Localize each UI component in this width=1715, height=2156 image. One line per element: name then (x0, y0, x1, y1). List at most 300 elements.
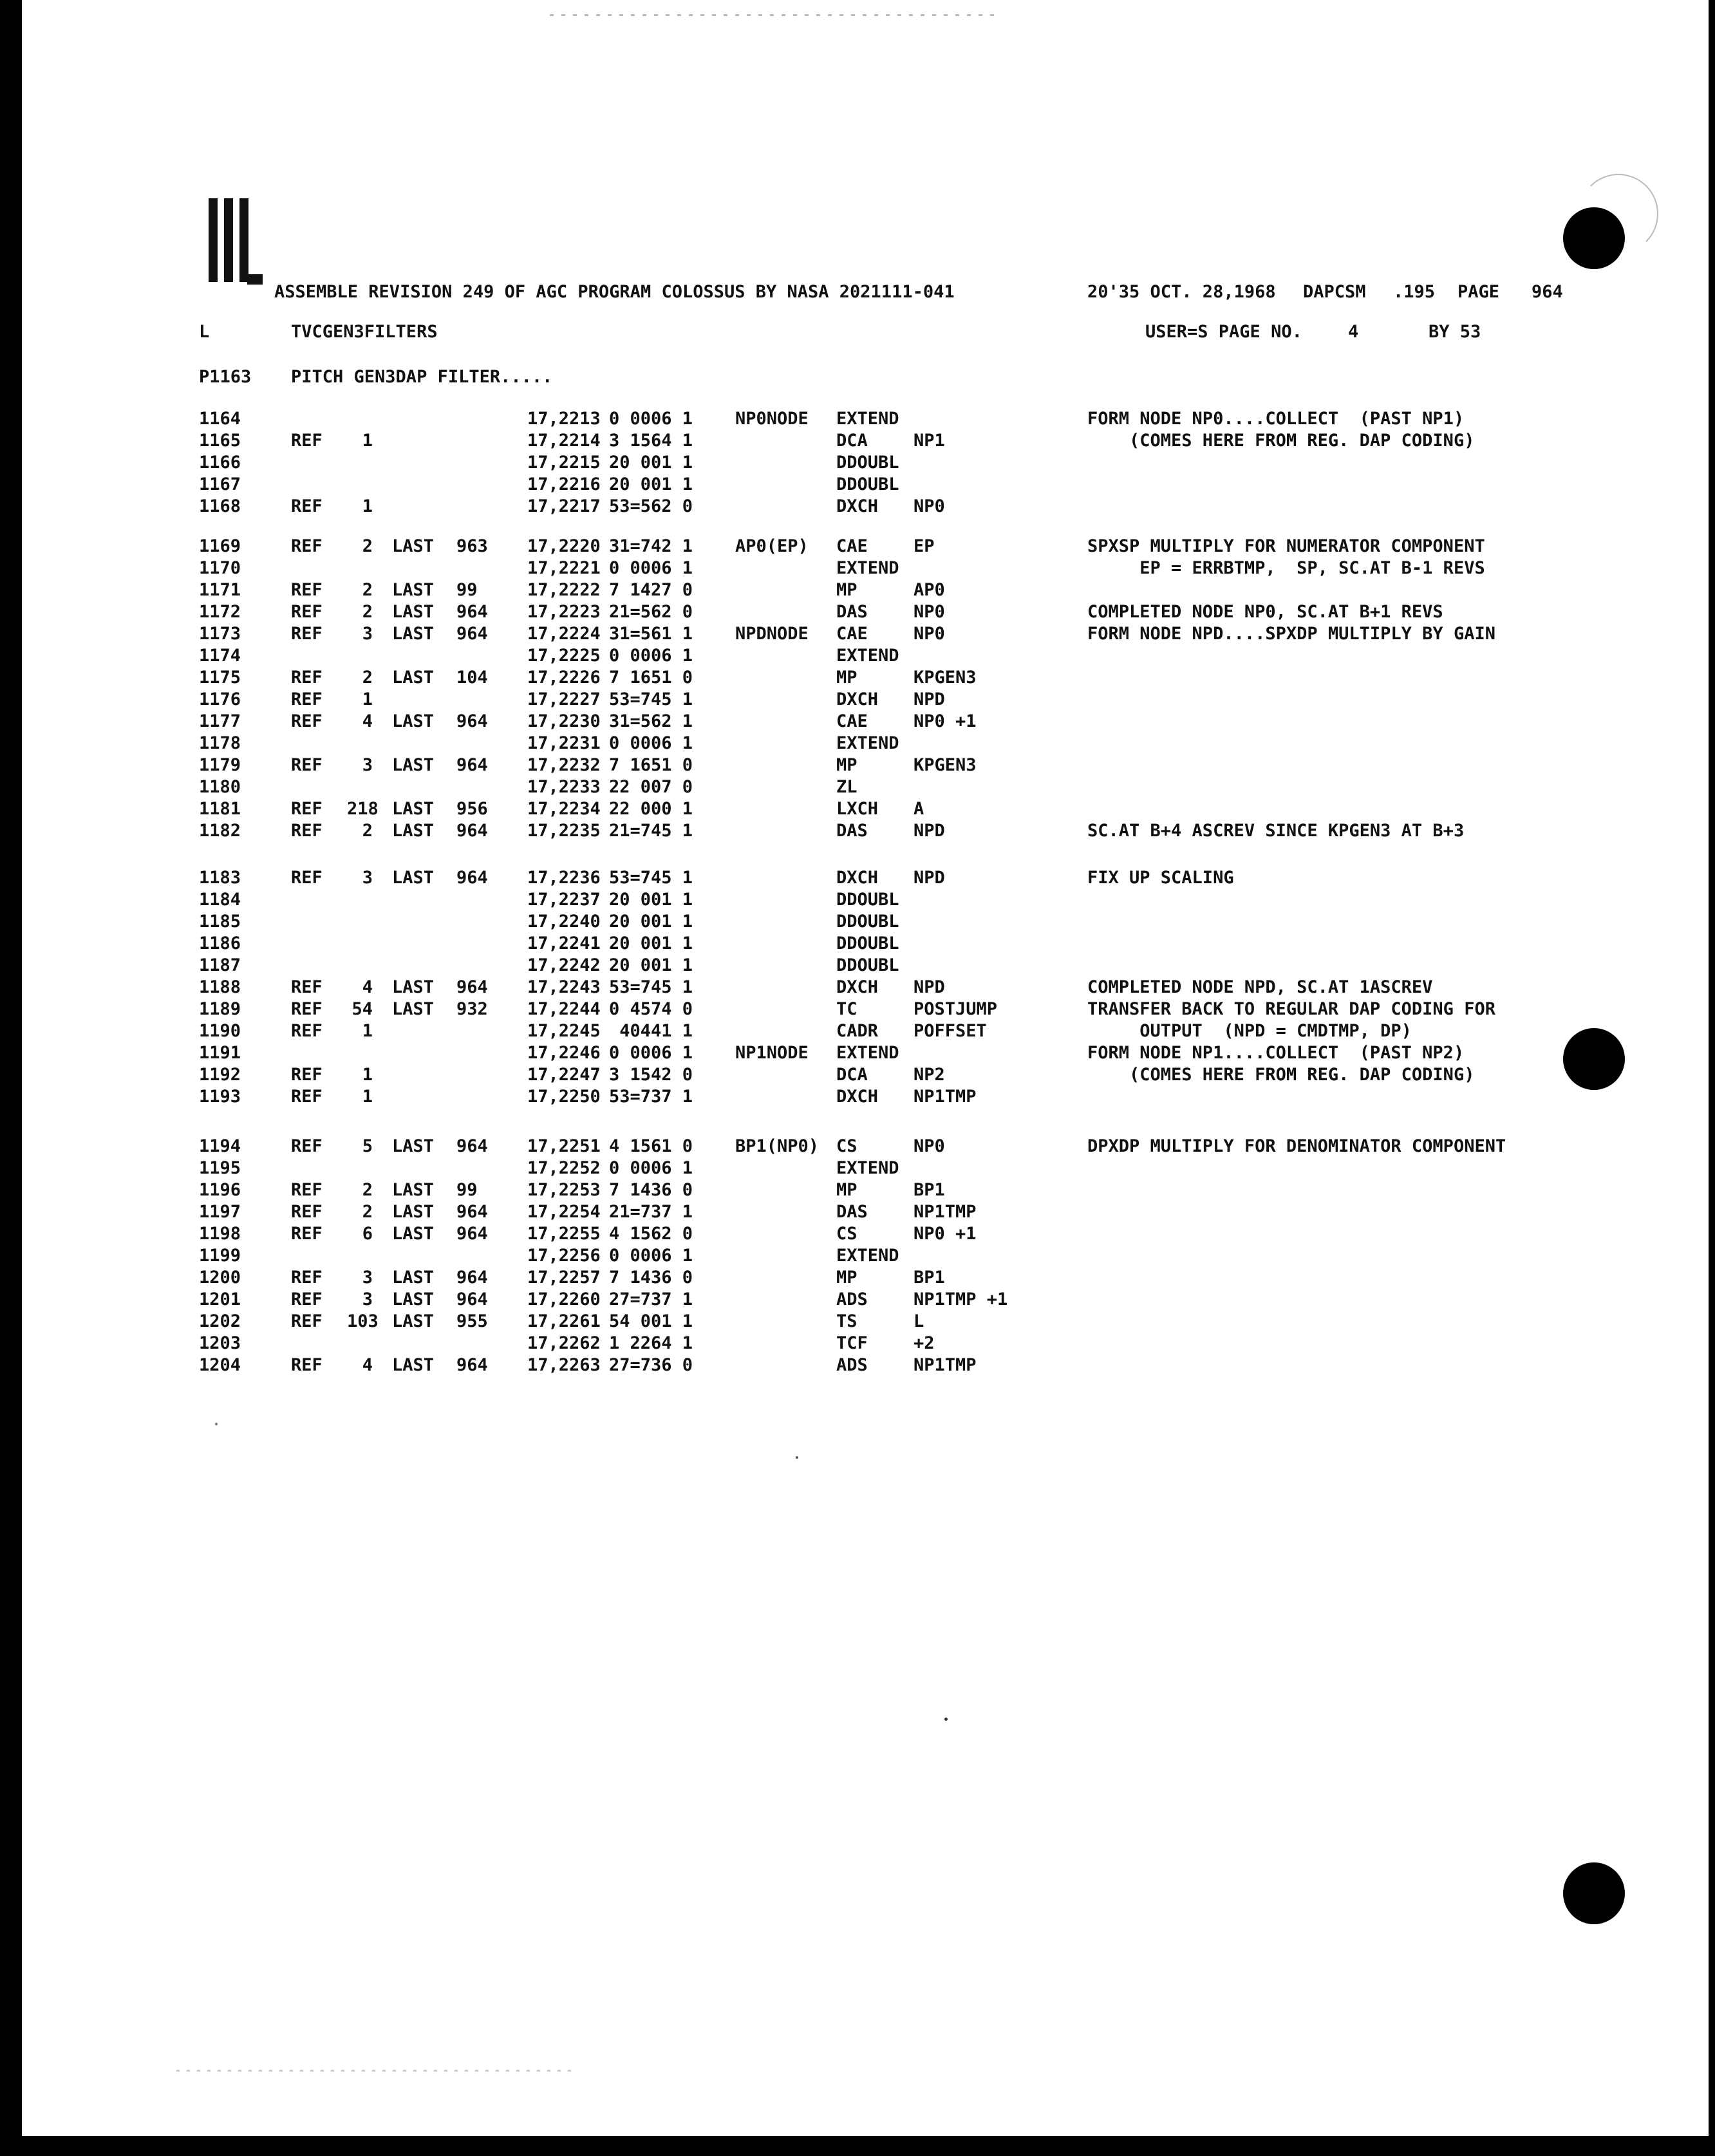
octal-word: 20 001 1 (609, 933, 693, 953)
octal-word: 0 0006 1 (609, 409, 693, 429)
opcode: TCF (836, 1333, 868, 1353)
last-label: LAST (392, 868, 435, 888)
heading-text: PITCH GEN3DAP FILTER..... (291, 367, 553, 387)
ref-count: 103 (347, 1311, 379, 1331)
line-number: 1185 (199, 912, 241, 932)
address: 17,2251 (527, 1136, 601, 1156)
symbol-label: NP1NODE (735, 1043, 809, 1063)
octal-word: 4 1562 0 (609, 1224, 693, 1244)
listing-row (22, 1138, 1709, 1159)
opcode: DAS (836, 1202, 868, 1222)
rep-flag: REF (291, 1289, 323, 1309)
last-page: 104 (456, 668, 488, 688)
rep-flag: REF (291, 1355, 323, 1375)
opcode: CAE (836, 536, 868, 556)
octal-word: 7 1427 0 (609, 580, 693, 600)
octal-word: 54 001 1 (609, 1311, 693, 1331)
address: 17,2242 (527, 955, 601, 975)
last-page: 964 (456, 868, 488, 888)
ref-count: 54 (351, 999, 373, 1019)
listing-row (22, 778, 1709, 800)
comment: SC.AT B+4 ASCREV SINCE KPGEN3 AT B+3 (1087, 821, 1465, 841)
assembly-code: .195 (1393, 282, 1436, 302)
ref-count: 1 (362, 431, 373, 451)
assembly-title: ASSEMBLE REVISION 249 OF AGC PROGRAM COLOSSUS BY NASA 2021111-041 (274, 282, 955, 302)
listing-row (22, 476, 1709, 498)
opcode: CAE (836, 711, 868, 731)
opcode: DXCH (836, 868, 879, 888)
octal-word: 53=745 1 (609, 977, 693, 997)
listing-row (22, 1088, 1709, 1110)
line-number: 1190 (199, 1021, 241, 1041)
ref-count: 1 (362, 496, 373, 516)
listing-row (22, 1356, 1709, 1378)
address: 17,2252 (527, 1158, 601, 1178)
rep-flag: REF (291, 1224, 323, 1244)
line-number: 1180 (199, 777, 241, 797)
opcode: DAS (836, 821, 868, 841)
octal-word: 0 0006 1 (609, 1043, 693, 1063)
address: 17,2222 (527, 580, 601, 600)
last-page: 964 (456, 1202, 488, 1222)
octal-word: 31=562 1 (609, 711, 693, 731)
line-number: 1177 (199, 711, 241, 731)
comment: COMPLETED NODE NPD, SC.AT 1ASCREV (1087, 977, 1433, 997)
ref-count: 2 (362, 536, 373, 556)
operand: EP (914, 536, 935, 556)
operand: NPD (914, 868, 945, 888)
octal-word: 21=737 1 (609, 1202, 693, 1222)
address: 17,2246 (527, 1043, 601, 1063)
last-page: 955 (456, 1311, 488, 1331)
octal-word: 40441 1 (609, 1021, 693, 1041)
opcode: EXTEND (836, 733, 899, 753)
listing-row (22, 581, 1709, 603)
address: 17,2220 (527, 536, 601, 556)
last-page: 964 (456, 1289, 488, 1309)
address: 17,2213 (527, 409, 601, 429)
operand: NP1TMP (914, 1202, 977, 1222)
address: 17,2241 (527, 933, 601, 953)
listing-row (22, 822, 1709, 844)
listing-row (22, 559, 1709, 581)
last-page: 964 (456, 1355, 488, 1375)
operand: POSTJUMP (914, 999, 998, 1019)
address: 17,2256 (527, 1246, 601, 1266)
address: 17,2225 (527, 646, 601, 666)
rep-flag: REF (291, 1311, 323, 1331)
operand: NP0 (914, 496, 945, 516)
last-page: 99 (456, 580, 478, 600)
listing-row (22, 454, 1709, 476)
address: 17,2240 (527, 912, 601, 932)
listing-row (22, 1313, 1709, 1335)
line-number: 1167 (199, 474, 241, 494)
opcode: DAS (836, 602, 868, 622)
operand: NPD (914, 689, 945, 709)
octal-word: 21=562 0 (609, 602, 693, 622)
octal-word: 27=736 0 (609, 1355, 693, 1375)
operand: AP0 (914, 580, 945, 600)
last-page: 964 (456, 821, 488, 841)
opcode: TS (836, 1311, 858, 1331)
opcode: ADS (836, 1355, 868, 1375)
listing-row (22, 538, 1709, 559)
address: 17,2215 (527, 453, 601, 473)
listing-row (22, 756, 1709, 778)
address: 17,2263 (527, 1355, 601, 1375)
last-page: 932 (456, 999, 488, 1019)
line-number: 1173 (199, 624, 241, 644)
listing-row (22, 800, 1709, 822)
opcode: CAE (836, 624, 868, 644)
line-number: 1202 (199, 1311, 241, 1331)
octal-word: 0 4574 0 (609, 999, 693, 1019)
rep-flag: REF (291, 496, 323, 516)
listing-row (22, 1225, 1709, 1247)
line-number: 1168 (199, 496, 241, 516)
symbol-label: NP0NODE (735, 409, 809, 429)
rep-flag: REF (291, 536, 323, 556)
octal-word: 53=562 0 (609, 496, 693, 516)
octal-word: 20 001 1 (609, 474, 693, 494)
octal-word: 0 0006 1 (609, 558, 693, 578)
address: 17,2214 (527, 431, 601, 451)
comment: TRANSFER BACK TO REGULAR DAP CODING FOR (1087, 999, 1495, 1019)
listing-row (22, 647, 1709, 669)
rep-flag: REF (291, 1021, 323, 1041)
last-page: 964 (456, 1268, 488, 1288)
address: 17,2231 (527, 733, 601, 753)
octal-word: 22 000 1 (609, 799, 693, 819)
opcode: TC (836, 999, 858, 1019)
last-page: 956 (456, 799, 488, 819)
listing-row (22, 735, 1709, 756)
listing-row (22, 691, 1709, 713)
octal-word: 3 1564 1 (609, 431, 693, 451)
ref-count: 5 (362, 1136, 373, 1156)
address: 17,2261 (527, 1311, 601, 1331)
comment: FORM NODE NP1....COLLECT (PAST NP2) (1087, 1043, 1465, 1063)
comment: (COMES HERE FROM REG. DAP CODING) (1087, 1065, 1475, 1085)
address: 17,2224 (527, 624, 601, 644)
listing-row (22, 1291, 1709, 1313)
operand: BP1 (914, 1180, 945, 1200)
opcode: DXCH (836, 1087, 879, 1107)
address: 17,2262 (527, 1333, 601, 1353)
comment: FIX UP SCALING (1087, 868, 1234, 888)
opcode: DDOUBL (836, 453, 899, 473)
address: 17,2223 (527, 602, 601, 622)
line-number: 1201 (199, 1289, 241, 1309)
ref-count: 1 (362, 689, 373, 709)
rep-flag: REF (291, 1136, 323, 1156)
octal-word: 7 1436 0 (609, 1268, 693, 1288)
address: 17,2233 (527, 777, 601, 797)
operand: NP0 +1 (914, 1224, 977, 1244)
rep-flag: REF (291, 799, 323, 819)
symbol-label: NPDNODE (735, 624, 809, 644)
last-label: LAST (392, 1202, 435, 1222)
operand: KPGEN3 (914, 755, 977, 775)
line-number: 1170 (199, 558, 241, 578)
opcode: DXCH (836, 496, 879, 516)
comment: SPXSP MULTIPLY FOR NUMERATOR COMPONENT (1087, 536, 1485, 556)
opcode: LXCH (836, 799, 879, 819)
last-label: LAST (392, 1311, 435, 1331)
rep-flag: REF (291, 668, 323, 688)
line-number: 1179 (199, 755, 241, 775)
line-number: 1166 (199, 453, 241, 473)
ref-count: 3 (362, 1268, 373, 1288)
comment: FORM NODE NP0....COLLECT (PAST NP1) (1087, 409, 1465, 429)
opcode: DXCH (836, 689, 879, 709)
last-label: LAST (392, 1224, 435, 1244)
ref-count: 3 (362, 868, 373, 888)
ref-count: 4 (362, 1355, 373, 1375)
comment: (COMES HERE FROM REG. DAP CODING) (1087, 431, 1475, 451)
assembly-program: DAPCSM (1303, 282, 1366, 302)
last-label: LAST (392, 602, 435, 622)
ref-count: 4 (362, 977, 373, 997)
address: 17,2253 (527, 1180, 601, 1200)
listing-row (22, 1066, 1709, 1088)
octal-word: 27=737 1 (609, 1289, 693, 1309)
octal-word: 0 0006 1 (609, 646, 693, 666)
listing-row (22, 410, 1709, 432)
operand: NPD (914, 977, 945, 997)
operand: NP0 (914, 1136, 945, 1156)
users-page-label: USER=S PAGE NO. (1145, 322, 1302, 342)
ref-count: 2 (362, 821, 373, 841)
operand: NP1 (914, 431, 945, 451)
address: 17,2226 (527, 668, 601, 688)
line-number: 1188 (199, 977, 241, 997)
octal-word: 4 1561 0 (609, 1136, 693, 1156)
line-number: 1176 (199, 689, 241, 709)
ref-count: 3 (362, 1289, 373, 1309)
rep-flag: REF (291, 977, 323, 997)
operand: NP1TMP (914, 1355, 977, 1375)
line-number: 1197 (199, 1202, 241, 1222)
last-page: 964 (456, 977, 488, 997)
ref-count: 1 (362, 1021, 373, 1041)
opcode: DCA (836, 1065, 868, 1085)
line-number: 1182 (199, 821, 241, 841)
opcode: MP (836, 1268, 858, 1288)
rep-flag: REF (291, 821, 323, 841)
rep-flag: REF (291, 1268, 323, 1288)
octal-word: 20 001 1 (609, 955, 693, 975)
rep-flag: REF (291, 1180, 323, 1200)
listing-row (22, 1000, 1709, 1022)
octal-word: 0 0006 1 (609, 1246, 693, 1266)
last-label: LAST (392, 1136, 435, 1156)
listing-row (22, 603, 1709, 625)
octal-word: 22 007 0 (609, 777, 693, 797)
opcode: DDOUBL (836, 933, 899, 953)
ref-count: 218 (347, 799, 379, 819)
line-number: 1192 (199, 1065, 241, 1085)
address: 17,2237 (527, 890, 601, 910)
octal-word: 7 1651 0 (609, 668, 693, 688)
octal-word: 20 001 1 (609, 453, 693, 473)
comment: DPXDP MULTIPLY FOR DENOMINATOR COMPONENT (1087, 1136, 1506, 1156)
rep-flag: REF (291, 431, 323, 451)
line-number: 1194 (199, 1136, 241, 1156)
listing-row (22, 1159, 1709, 1181)
opcode: DDOUBL (836, 912, 899, 932)
opcode: EXTEND (836, 409, 899, 429)
assembly-datetime: 20'35 OCT. 28,1968 (1087, 282, 1276, 302)
rep-flag: REF (291, 1087, 323, 1107)
listing-row (22, 935, 1709, 957)
listing-row (22, 913, 1709, 935)
line-number: 1171 (199, 580, 241, 600)
ref-count: 2 (362, 1180, 373, 1200)
address: 17,2216 (527, 474, 601, 494)
octal-word: 3 1542 0 (609, 1065, 693, 1085)
line-number: 1184 (199, 890, 241, 910)
address: 17,2255 (527, 1224, 601, 1244)
line-number: 1204 (199, 1355, 241, 1375)
heading-line-number: P1163 (199, 367, 252, 387)
octal-word: 0 0006 1 (609, 1158, 693, 1178)
opcode: DDOUBL (836, 474, 899, 494)
ref-count: 2 (362, 580, 373, 600)
opcode: DXCH (836, 977, 879, 997)
last-label: LAST (392, 1268, 435, 1288)
operand: NP0 +1 (914, 711, 977, 731)
address: 17,2243 (527, 977, 601, 997)
octal-word: 53=745 1 (609, 868, 693, 888)
octal-word: 53=737 1 (609, 1087, 693, 1107)
listing-row (22, 669, 1709, 691)
address: 17,2232 (527, 755, 601, 775)
last-label: LAST (392, 711, 435, 731)
opcode: MP (836, 580, 858, 600)
operand: NP0 (914, 624, 945, 644)
ref-count: 3 (362, 755, 373, 775)
line-number: 1198 (199, 1224, 241, 1244)
listing-row (22, 1335, 1709, 1356)
listing-row (22, 625, 1709, 647)
listing-row (22, 891, 1709, 913)
symbol-label: AP0(EP) (735, 536, 809, 556)
last-label: LAST (392, 977, 435, 997)
opcode: CS (836, 1224, 858, 1244)
operand: POFFSET (914, 1021, 987, 1041)
listing-row (22, 1269, 1709, 1291)
line-number: 1199 (199, 1246, 241, 1266)
ref-count: 2 (362, 1202, 373, 1222)
rep-flag: REF (291, 868, 323, 888)
last-page: 964 (456, 1136, 488, 1156)
section-name: TVCGEN3FILTERS (291, 322, 438, 342)
ref-count: 1 (362, 1065, 373, 1085)
octal-word: 31=742 1 (609, 536, 693, 556)
symbol-label: BP1(NP0) (735, 1136, 820, 1156)
line-number: 1189 (199, 999, 241, 1019)
last-page: 964 (456, 711, 488, 731)
rep-flag: REF (291, 624, 323, 644)
address: 17,2254 (527, 1202, 601, 1222)
operand: +2 (914, 1333, 935, 1353)
last-page: 964 (456, 624, 488, 644)
last-label: LAST (392, 799, 435, 819)
line-number: 1187 (199, 955, 241, 975)
opcode: MP (836, 1180, 858, 1200)
left-marker: L (199, 322, 210, 342)
operand: NP0 (914, 602, 945, 622)
last-label: LAST (392, 580, 435, 600)
octal-word: 7 1651 0 (609, 755, 693, 775)
opcode: EXTEND (836, 1043, 899, 1063)
listing-row (22, 498, 1709, 520)
last-label: LAST (392, 755, 435, 775)
opcode: MP (836, 668, 858, 688)
line-number: 1164 (199, 409, 241, 429)
line-number: 1191 (199, 1043, 241, 1063)
address: 17,2217 (527, 496, 601, 516)
listing-row (22, 713, 1709, 735)
last-label: LAST (392, 1180, 435, 1200)
address: 17,2236 (527, 868, 601, 888)
operand: KPGEN3 (914, 668, 977, 688)
opcode: DCA (836, 431, 868, 451)
listing-row (22, 1044, 1709, 1066)
listing-row (22, 869, 1709, 891)
last-label: LAST (392, 999, 435, 1019)
octal-word: 1 2264 1 (609, 1333, 693, 1353)
opcode: EXTEND (836, 558, 899, 578)
address: 17,2244 (527, 999, 601, 1019)
listing-row (22, 1022, 1709, 1044)
rep-flag: REF (291, 755, 323, 775)
address: 17,2260 (527, 1289, 601, 1309)
opcode: EXTEND (836, 1246, 899, 1266)
address: 17,2221 (527, 558, 601, 578)
opcode: DDOUBL (836, 890, 899, 910)
page-label: PAGE (1457, 282, 1500, 302)
line-number: 1174 (199, 646, 241, 666)
address: 17,2257 (527, 1268, 601, 1288)
page-number: 964 (1532, 282, 1563, 302)
last-label: LAST (392, 821, 435, 841)
line-number: 1169 (199, 536, 241, 556)
opcode: ADS (836, 1289, 868, 1309)
last-label: LAST (392, 1355, 435, 1375)
address: 17,2235 (527, 821, 601, 841)
opcode: ZL (836, 777, 858, 797)
ref-count: 3 (362, 624, 373, 644)
last-page: 964 (456, 755, 488, 775)
octal-word: 31=561 1 (609, 624, 693, 644)
rep-flag: REF (291, 711, 323, 731)
line-number: 1196 (199, 1180, 241, 1200)
octal-word: 20 001 1 (609, 912, 693, 932)
ref-count: 4 (362, 711, 373, 731)
listing-row (22, 1247, 1709, 1269)
opcode: EXTEND (836, 1158, 899, 1178)
comment: FORM NODE NPD....SPXDP MULTIPLY BY GAIN (1087, 624, 1495, 644)
last-label: LAST (392, 668, 435, 688)
operand: L (914, 1311, 924, 1331)
address: 17,2230 (527, 711, 601, 731)
address: 17,2247 (527, 1065, 601, 1085)
rep-flag: REF (291, 580, 323, 600)
line-number: 1178 (199, 733, 241, 753)
